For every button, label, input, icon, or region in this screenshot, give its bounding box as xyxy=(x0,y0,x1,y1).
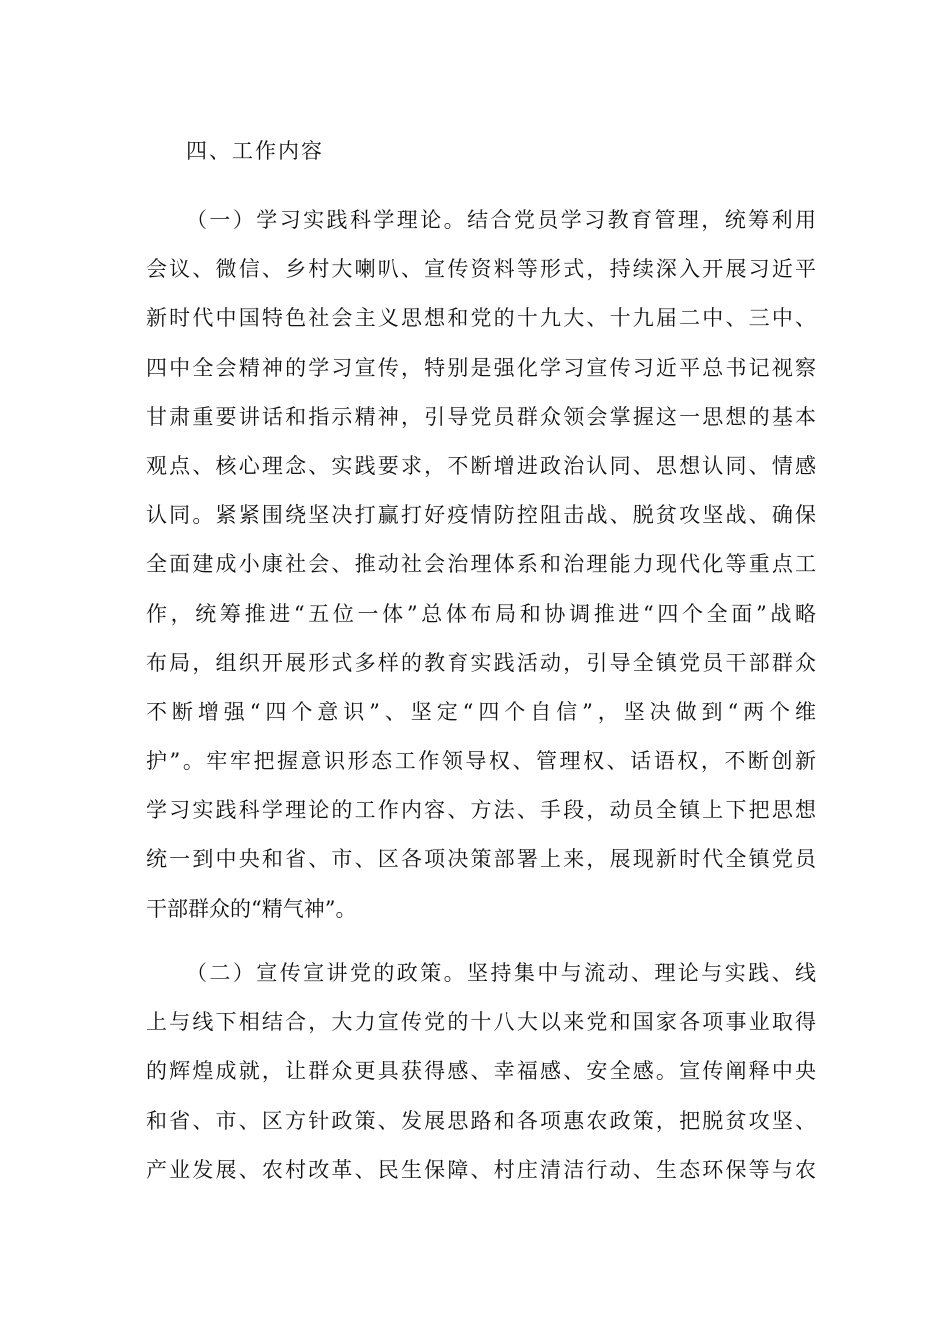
paragraph-line: （一）学习实践科学理论。结合党员学习教育管理，统筹利用 xyxy=(186,208,816,232)
paragraph-line: 新时代中国特色社会主义思想和党的十九大、十九届二中、三中、 xyxy=(146,306,816,331)
paragraph-line: 不断增强“四个意识”、坚定“四个自信”，坚决做到“两个维 xyxy=(146,699,816,724)
paragraph-line: 产业发展、农村改革、民生保障、村庄清洁行动、生态环保等与农 xyxy=(146,1157,816,1182)
paragraph-line: 上与线下相结合，大力宣传党的十八大以来党和国家各项事业取得 xyxy=(146,1010,816,1035)
paragraph-line: 统一到中央和省、市、区各项决策部署上来，展现新时代全镇党员 xyxy=(146,847,816,872)
section-heading: 四、工作内容 xyxy=(186,139,324,163)
paragraph-line: 护”。牢牢把握意识形态工作领导权、管理权、话语权，不断创新 xyxy=(146,749,816,774)
paragraph-line: 四中全会精神的学习宣传，特别是强化学习宣传习近平总书记视察 xyxy=(146,355,816,380)
paragraph-line: 观点、核心理念、实践要求，不断增进政治认同、思想认同、情感 xyxy=(146,453,816,478)
paragraph-line: 干部群众的“精气神”。 xyxy=(146,896,357,921)
paragraph-study-theory xyxy=(146,196,816,934)
paragraph-line: 作，统筹推进“五位一体”总体布局和协调推进“四个全面”战略 xyxy=(146,601,816,626)
paragraph-line: 学习实践科学理论的工作内容、方法、手段，动员全镇上下把思想 xyxy=(146,798,816,823)
paragraph-line: 认同。紧紧围绕坚决打赢打好疫情防控阻击战、脱贫攻坚战、确保 xyxy=(146,503,816,528)
paragraph-policy-promotion xyxy=(146,949,816,1195)
paragraph-line: 会议、微信、乡村大喇叭、宣传资料等形式，持续深入开展习近平 xyxy=(146,257,816,282)
paragraph-line: 布局，组织开展形式多样的教育实践活动，引导全镇党员干部群众 xyxy=(146,650,816,675)
paragraph-line: （二）宣传宣讲党的政策。坚持集中与流动、理论与实践、线 xyxy=(186,961,816,985)
paragraph-line: 全面建成小康社会、推动社会治理体系和治理能力现代化等重点工 xyxy=(146,552,816,577)
paragraph-line: 的辉煌成就，让群众更具获得感、幸福感、安全感。宣传阐释中央 xyxy=(146,1059,816,1084)
paragraph-line: 甘肃重要讲话和指示精神，引导党员群众领会掌握这一思想的基本 xyxy=(146,404,816,429)
paragraph-line: 和省、市、区方针政策、发展思路和各项惠农政策，把脱贫攻坚、 xyxy=(146,1108,816,1133)
